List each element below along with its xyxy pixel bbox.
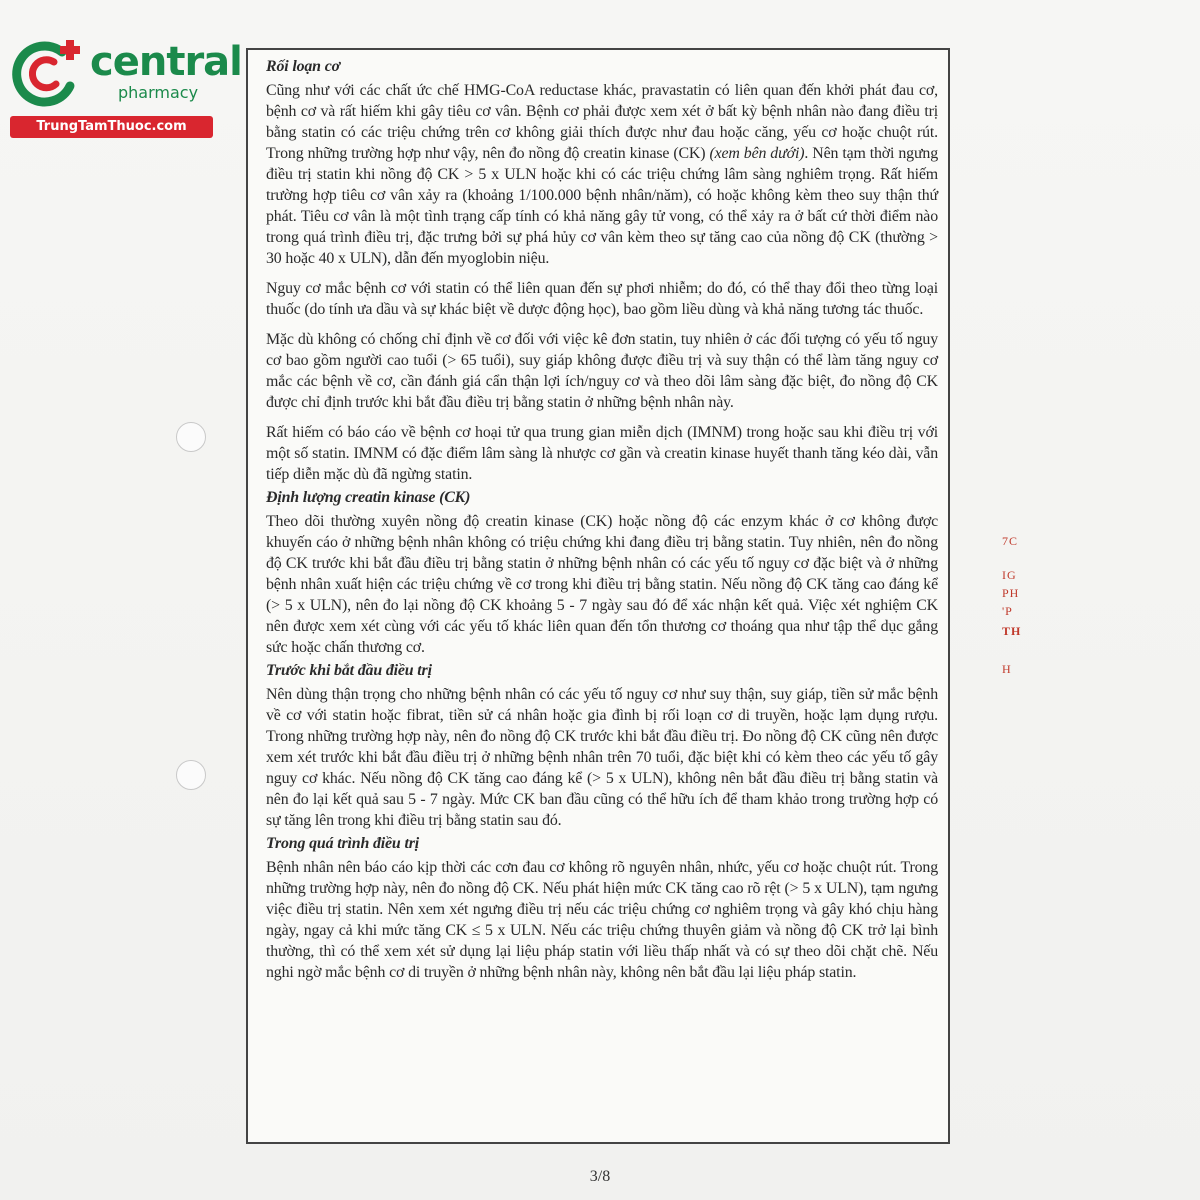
- paragraph: [266, 80, 938, 269]
- logo-subtitle: pharmacy: [118, 83, 199, 102]
- paragraph: Mặc dù không có chống chỉ định về cơ đối với việc kê đơn statin, tuy nhiên ở các đối tượng có yếu tố nguy cơ bao gồm người cao tuổi (> 65 tuổi), suy giáp không được điều trị và suy thận có thể làm tăng nguy cơ mắc các bệnh về cơ, cần đánh giá cẩn thận lợi ích/nguy cơ và theo dõi lâm sàng đặc biệt, đo nồng độ CK được chỉ định trước khi bắt đầu điều trị bằng statin ở những bệnh nhân này.: [266, 331, 938, 411]
- paragraph: Theo dõi thường xuyên nồng độ creatin kinase (CK) hoặc nồng độ các enzym khác ở cơ không được khuyến cáo ở những bệnh nhân không có triệu chứng khi đang điều trị bằng statin. Tuy nhiên, nên đo nồng độ CK trước khi bắt đầu điều trị bằng statin ở những bệnh nhân có các yếu tố nguy cơ đặc biệt và ở những bệnh nhân xuất hiện các triệu chứng về cơ trong khi điều trị bằng statin. Nếu nồng độ CK tăng cao đáng kể (> 5 x ULN), nên đo lại nồng độ CK khoảng 5 - 7 ngày sau đó để xác nhận kết quả. Việc xét nghiệm CK nên được xem xét cùng với các yếu tố khác liên quan đến tổn thương cơ thoáng qua như tập thể dục gắng sức hoặc chấn thương cơ.: [266, 513, 938, 656]
- section-heading-during-treatment: Trong quá trình điều trị: [266, 835, 420, 852]
- margin-stamp-2: IG: [1002, 568, 1017, 582]
- cross-reference: (xem bên dưới): [709, 145, 805, 162]
- paragraph-text: . Nên tạm thời ngưng điều trị statin khi nồng độ CK > 5 x ULN hoặc khi có các triệu chứng lâm sàng nghiêm trọng. Rất hiếm trường hợp tiêu cơ vân xảy ra (khoảng 1/100.000 bệnh nhân/năm), có hoặc không kèm theo suy thận thứ phát. Tiêu cơ vân là một tình trạng cấp tính có khả năng gây tử vong, có thể xảy ra ở bất cứ thời điểm nào trong quá trình điều trị, đặc trưng bởi sự phá hủy cơ vân kèm theo sự tăng cao của nồng độ CK (thường > 30 hoặc 40 x ULN), dẫn đến myoglobin niệu.: [266, 145, 939, 267]
- logo-name: central: [90, 39, 242, 85]
- punch-hole-bottom: [176, 760, 206, 790]
- paragraph: Nguy cơ mắc bệnh cơ với statin có thể liên quan đến sự phơi nhiễm; do đó, có thể thay đổi theo từng loại thuốc (do tính ưa dầu và sự khác biệt về dược động học), bao gồm liều dùng và khả năng tương tác thuốc.: [266, 280, 938, 318]
- logo-url-badge[interactable]: TrungTamThuoc.com: [10, 116, 213, 138]
- section-heading-before-treatment: Trước khi bắt đầu điều trị: [266, 662, 432, 679]
- page-number: 3/8: [589, 1168, 611, 1185]
- margin-stamp-6: H: [1002, 662, 1012, 676]
- margin-stamp-4: 'P: [1002, 604, 1013, 618]
- central-pharmacy-logo[interactable]: [10, 34, 242, 139]
- paragraph-text: Cũng như với các chất ức chế HMG-CoA reductase khác, pravastatin có liên quan đến khởi phát đau cơ, bệnh cơ và rất hiếm khi gây tiêu cơ vân. Bệnh cơ phải được xem xét ở bất kỳ bệnh nhân nào đang điều trị bằng statin có các triệu chứng trên cơ không giải thích được như đau hoặc căng, yếu cơ hoặc chuột rút. Trong những trường hợp như vậy, nên đo nồng độ creatin kinase (CK): [266, 82, 938, 162]
- margin-stamp-5: TH: [1002, 624, 1022, 638]
- punch-hole-top: [176, 422, 206, 452]
- paragraph: Bệnh nhân nên báo cáo kịp thời các cơn đau cơ không rõ nguyên nhân, nhức, yếu cơ hoặc chuột rút. Trong những trường hợp này, nên đo nồng độ CK. Nếu phát hiện mức CK tăng cao rõ rệt (> 5 x ULN), tạm ngưng việc điều trị statin. Nên xem xét ngưng điều trị nếu các triệu chứng cơ nghiêm trọng và gây khó chịu hàng ngày, ngay cả khi mức tăng CK ≤ 5 x ULN. Nếu các triệu chứng thuyên giảm và nồng độ CK trở lại bình thường, thì có thể xem xét sử dụng lại liệu pháp statin với liều thấp nhất và có sự theo dõi chặt chẽ. Nếu nghi ngờ mắc bệnh cơ di truyền ở những bệnh nhân này, không nên bắt đầu lại liệu pháp statin.: [266, 859, 938, 981]
- paragraph: Rất hiếm có báo cáo về bệnh cơ hoại tử qua trung gian miễn dịch (IMNM) trong hoặc sau khi điều trị với một số statin. IMNM có đặc điểm lâm sàng là nhược cơ gần và creatin kinase huyết thanh tăng kéo dài, vẫn tiếp diễn mặc dù đã ngừng statin.: [266, 424, 938, 483]
- margin-stamp-3: PH: [1002, 586, 1020, 600]
- margin-stamp-1: 7C: [1002, 534, 1019, 548]
- section-heading-ck-measurement: Định lượng creatin kinase (CK): [266, 489, 471, 506]
- section-heading-muscle-disorders: Rối loạn cơ: [266, 58, 340, 75]
- pharmacy-cross-c-icon: [10, 34, 90, 114]
- paragraph: Nên dùng thận trọng cho những bệnh nhân có các yếu tố nguy cơ như suy thận, suy giáp, tiền sử mắc bệnh về cơ với statin hoặc fibrat, tiền sử cá nhân hoặc gia đình bị rối loạn cơ di truyền, hoặc lạm dụng rượu. Trong những trường hợp này, nên đo nồng độ CK trước khi bắt đầu điều trị. Đo nồng độ CK cũng nên được xem xét trước khi bắt đầu điều trị ở những bệnh nhân trên 70 tuổi, đặc biệt khi có kèm theo các yếu tố gây nguy cơ khác. Nếu nồng độ CK tăng cao đáng kể (> 5 x ULN), không nên bắt đầu điều trị bằng statin và nên đo lại kết quả sau 5 - 7 ngày. Mức CK ban đầu cũng có thể hữu ích để tham khảo trong trường hợp có sự tăng lên trong khi điều trị bằng statin sau đó.: [266, 686, 938, 829]
- document-body: [266, 56, 938, 985]
